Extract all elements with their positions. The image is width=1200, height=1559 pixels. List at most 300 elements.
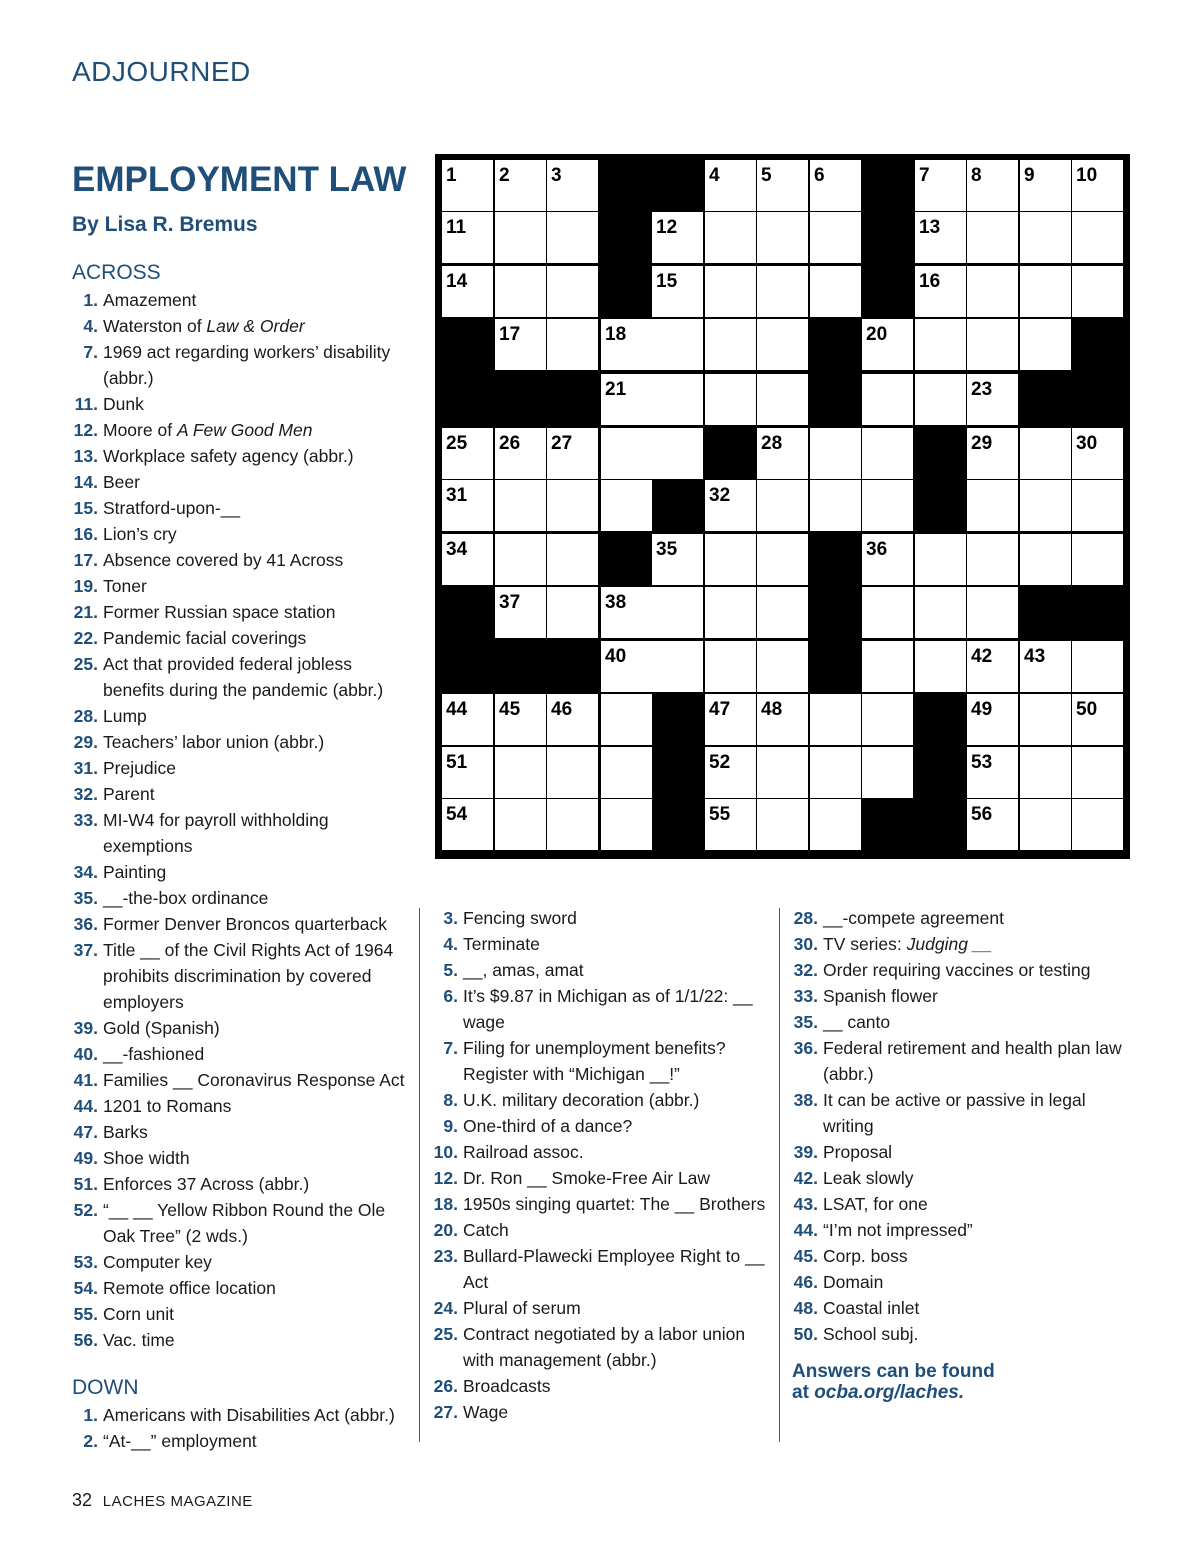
clue-item: [432, 931, 772, 957]
clue-item: [432, 1399, 772, 1425]
clue-text: Lump: [103, 706, 147, 726]
clue-item: [72, 1171, 417, 1197]
clue-text: __, amas, amat: [463, 960, 584, 980]
clue-text: MI-W4 for payroll withholding exemptions: [103, 810, 329, 856]
clue-text: Wage: [463, 1402, 509, 1422]
grid-cell[interactable]: [601, 374, 652, 425]
grid-cell[interactable]: [705, 212, 756, 263]
grid-cell[interactable]: [442, 212, 493, 263]
grid-cell[interactable]: [967, 212, 1018, 263]
clue-number: 33.: [73, 810, 98, 830]
grid-cell-number: 12: [656, 217, 678, 238]
grid-cell[interactable]: [915, 160, 966, 211]
clue-item: [72, 599, 417, 625]
grid-cell-number: 51: [446, 752, 468, 773]
grid-cell[interactable]: [705, 160, 756, 211]
clue-number: 41.: [73, 1070, 98, 1090]
clue-number: 22.: [73, 628, 98, 648]
across-heading: ACROSS: [72, 261, 161, 284]
grid-cell[interactable]: [1020, 319, 1071, 370]
clue-item: [72, 937, 417, 1015]
clue-number: 20.: [433, 1220, 458, 1240]
grid-cell[interactable]: [1072, 799, 1123, 850]
grid-cell[interactable]: [967, 694, 1018, 745]
grid-cell[interactable]: [810, 160, 861, 211]
clue-item: [72, 391, 417, 417]
grid-cell[interactable]: [757, 266, 808, 317]
grid-cell[interactable]: [757, 747, 808, 798]
grid-cell-number: 29: [971, 433, 993, 454]
clue-number: 49.: [73, 1148, 98, 1168]
grid-cell[interactable]: [495, 694, 546, 745]
grid-cell[interactable]: [495, 799, 546, 850]
clue-item: [72, 781, 417, 807]
grid-cell-number: 32: [709, 485, 731, 506]
grid-cell[interactable]: [1020, 799, 1071, 850]
grid-cell[interactable]: [1020, 212, 1071, 263]
grid-cell[interactable]: [967, 266, 1018, 317]
clue-text: 1201 to Romans: [103, 1096, 232, 1116]
clue-item: [72, 287, 417, 313]
grid-cell[interactable]: [652, 374, 703, 425]
clue-text: “At-__” employment: [103, 1431, 257, 1451]
grid-cell-number: 11: [446, 217, 467, 238]
grid-cell[interactable]: [652, 428, 703, 479]
grid-cell[interactable]: [442, 534, 493, 585]
grid-cell[interactable]: [547, 587, 598, 638]
clue-item: [432, 1087, 772, 1113]
grid-cell[interactable]: [547, 694, 598, 745]
clue-item: [792, 1165, 1122, 1191]
grid-cell-number: 53: [971, 752, 993, 773]
clue-item: [432, 1373, 772, 1399]
grid-cell[interactable]: [862, 747, 913, 798]
clue-item: [792, 1087, 1122, 1139]
clue-number: 35.: [793, 1012, 818, 1032]
grid-cell-number: 18: [605, 324, 627, 345]
grid-cell[interactable]: [442, 480, 493, 531]
grid-cell[interactable]: [810, 480, 861, 531]
grid-cell[interactable]: [601, 641, 652, 692]
grid-cell[interactable]: [601, 694, 652, 745]
grid-cell[interactable]: [547, 319, 598, 370]
answers-url-line: [792, 1382, 1122, 1403]
clue-text: Filing for unemployment benefits? Register with “Michigan __!”: [463, 1038, 726, 1084]
grid-cell[interactable]: [705, 587, 756, 638]
grid-cell[interactable]: [547, 799, 598, 850]
grid-cell[interactable]: [705, 747, 756, 798]
grid-cell[interactable]: [862, 534, 913, 585]
grid-cell[interactable]: [601, 799, 652, 850]
grid-cell-number: 43: [1024, 646, 1046, 667]
grid-cell[interactable]: [1020, 160, 1071, 211]
clues-right-column: [792, 905, 1122, 1403]
down-clue-list-left: [72, 1402, 417, 1454]
grid-cell-number: 4: [709, 165, 720, 186]
grid-cell[interactable]: [495, 160, 546, 211]
grid-cell[interactable]: [601, 428, 652, 479]
clue-text: Spanish flower: [823, 986, 938, 1006]
clue-text: Teachers’ labor union (abbr.): [103, 732, 325, 752]
clue-item: [72, 703, 417, 729]
grid-cell[interactable]: [915, 212, 966, 263]
grid-cell[interactable]: [757, 694, 808, 745]
grid-cell-number: 23: [971, 379, 993, 400]
grid-cell[interactable]: [915, 266, 966, 317]
clue-text: __-compete agreement: [823, 908, 1004, 928]
grid-cell[interactable]: [705, 266, 756, 317]
clue-text: It can be active or passive in legal writing: [823, 1090, 1086, 1136]
grid-cell[interactable]: [810, 747, 861, 798]
clue-text: Americans with Disabilities Act (abbr.): [103, 1405, 395, 1425]
grid-cell[interactable]: [547, 747, 598, 798]
clue-text: Domain: [823, 1272, 884, 1292]
grid-cell[interactable]: [442, 266, 493, 317]
grid-cell[interactable]: [495, 428, 546, 479]
grid-cell[interactable]: [1072, 534, 1123, 585]
puzzle-title: EMPLOYMENT LAW: [72, 160, 407, 199]
clue-number: 54.: [73, 1278, 98, 1298]
clue-text: Former Russian space station: [103, 602, 336, 622]
grid-cell[interactable]: [967, 534, 1018, 585]
grid-cell[interactable]: [1072, 641, 1123, 692]
grid-cell[interactable]: [757, 480, 808, 531]
clue-item: [72, 1249, 417, 1275]
clue-item: [72, 911, 417, 937]
grid-cell-number: 27: [551, 433, 573, 454]
clue-number: 40.: [73, 1044, 98, 1064]
clue-number: 10.: [433, 1142, 458, 1162]
clue-number: 14.: [73, 472, 98, 492]
clue-number: 32.: [73, 784, 98, 804]
grid-cell[interactable]: [1072, 480, 1123, 531]
clue-item: [72, 1301, 417, 1327]
clue-number: 8.: [443, 1090, 458, 1110]
grid-cell[interactable]: [915, 374, 966, 425]
grid-cell[interactable]: [442, 747, 493, 798]
clue-text: Waterston of: [103, 316, 207, 336]
grid-cell[interactable]: [547, 428, 598, 479]
clue-text: __-fashioned: [103, 1044, 205, 1064]
grid-cell[interactable]: [705, 799, 756, 850]
clue-text: 1950s singing quartet: The __ Brothers: [463, 1194, 766, 1214]
grid-cell[interactable]: [862, 480, 913, 531]
clue-number: 45.: [793, 1246, 818, 1266]
clue-text: __ canto: [823, 1012, 891, 1032]
grid-cell[interactable]: [547, 212, 598, 263]
grid-cell[interactable]: [862, 641, 913, 692]
grid-cell[interactable]: [967, 319, 1018, 370]
grid-cell[interactable]: [547, 480, 598, 531]
clue-number: 13.: [73, 446, 98, 466]
grid-cell[interactable]: [1072, 160, 1123, 211]
grid-cell-number: 5: [761, 165, 772, 186]
grid-cell[interactable]: [862, 319, 913, 370]
grid-cell-number: 46: [551, 699, 573, 720]
clue-number: 23.: [433, 1246, 458, 1266]
grid-cell[interactable]: [442, 799, 493, 850]
grid-cell[interactable]: [601, 587, 652, 638]
grid-cell[interactable]: [601, 747, 652, 798]
grid-cell[interactable]: [1020, 747, 1071, 798]
grid-cell[interactable]: [757, 374, 808, 425]
grid-cell-number: 6: [814, 165, 825, 186]
clue-number: 16.: [73, 524, 98, 544]
grid-cell[interactable]: [547, 160, 598, 211]
crossword-grid: [435, 154, 1130, 859]
clue-item: [432, 983, 772, 1035]
clue-number: 17.: [73, 550, 98, 570]
clue-text: Families __ Coronavirus Response Act: [103, 1070, 405, 1090]
clue-text: Parent: [103, 784, 155, 804]
grid-cell[interactable]: [652, 212, 703, 263]
grid-cell[interactable]: [1020, 428, 1071, 479]
clue-number: 44.: [73, 1096, 98, 1116]
clue-item: [432, 1035, 772, 1087]
grid-cell[interactable]: [652, 534, 703, 585]
clue-item: [792, 1191, 1122, 1217]
grid-cell-number: 14: [446, 271, 468, 292]
clue-number: 44.: [793, 1220, 818, 1240]
clue-text: Catch: [463, 1220, 509, 1240]
grid-cell-number: 8: [971, 165, 982, 186]
grid-cell[interactable]: [705, 534, 756, 585]
clue-item: [432, 957, 772, 983]
clue-text: One-third of a dance?: [463, 1116, 633, 1136]
clue-text: Painting: [103, 862, 167, 882]
clue-italic-text: Law & Order: [206, 316, 305, 336]
grid-cell[interactable]: [862, 694, 913, 745]
clue-text: Corp. boss: [823, 1246, 908, 1266]
grid-cell-number: 28: [761, 433, 783, 454]
grid-cell[interactable]: [495, 319, 546, 370]
grid-cell-number: 52: [709, 752, 731, 773]
clue-text: 1969 act regarding workers’ disability (abbr.): [103, 342, 391, 388]
grid-cell[interactable]: [1020, 266, 1071, 317]
grid-cell[interactable]: [967, 799, 1018, 850]
grid-cell[interactable]: [705, 480, 756, 531]
grid-cell-number: 25: [446, 433, 468, 454]
clue-number: 50.: [793, 1324, 818, 1344]
clue-text: Act that provided federal jobless benefits during the pandemic (abbr.): [103, 654, 384, 700]
grid-cell-number: 1: [446, 165, 457, 186]
grid-cell[interactable]: [967, 747, 1018, 798]
grid-cell[interactable]: [495, 747, 546, 798]
clue-text: “__ __ Yellow Ribbon Round the Ole Oak Tree” (2 wds.): [103, 1200, 386, 1246]
clue-item: [72, 1275, 417, 1301]
grid-cell[interactable]: [442, 694, 493, 745]
grid-cell-number: 36: [866, 539, 888, 560]
grid-cell[interactable]: [810, 266, 861, 317]
grid-cell[interactable]: [862, 428, 913, 479]
grid-cell-number: 16: [919, 271, 941, 292]
grid-cell[interactable]: [757, 160, 808, 211]
clue-number: 36.: [73, 914, 98, 934]
grid-cell-number: 35: [656, 539, 678, 560]
clue-item: [72, 625, 417, 651]
grid-cell[interactable]: [967, 374, 1018, 425]
grid-cell[interactable]: [757, 587, 808, 638]
grid-cell[interactable]: [757, 641, 808, 692]
grid-cell-number: 21: [605, 379, 627, 400]
grid-cell[interactable]: [1020, 694, 1071, 745]
grid-cell[interactable]: [1020, 480, 1071, 531]
clue-text: Leak slowly: [823, 1168, 914, 1188]
clue-item: [432, 905, 772, 931]
grid-cell[interactable]: [810, 428, 861, 479]
grid-cell[interactable]: [757, 212, 808, 263]
grid-cell[interactable]: [915, 534, 966, 585]
clue-item: [432, 1191, 772, 1217]
clue-number: 39.: [793, 1142, 818, 1162]
grid-cell[interactable]: [1072, 747, 1123, 798]
clue-item: [72, 1041, 417, 1067]
clue-number: 3.: [443, 908, 458, 928]
clue-item: [72, 1428, 417, 1454]
answers-line: Answers can be found: [792, 1361, 995, 1382]
grid-cell-number: 45: [499, 699, 521, 720]
clue-item: [72, 313, 417, 339]
clue-item: [432, 1113, 772, 1139]
clue-text: __-the-box ordinance: [103, 888, 269, 908]
answers-url-link[interactable]: ocba.org/laches.: [814, 1382, 965, 1403]
grid-cell[interactable]: [495, 480, 546, 531]
clue-text: Bullard-Plawecki Employee Right to __ Act: [463, 1246, 765, 1292]
grid-cell[interactable]: [442, 428, 493, 479]
grid-cell[interactable]: [862, 587, 913, 638]
grid-cell[interactable]: [652, 266, 703, 317]
clue-text: Prejudice: [103, 758, 176, 778]
grid-cell[interactable]: [652, 319, 703, 370]
clue-text: Beer: [103, 472, 140, 492]
grid-cell[interactable]: [601, 480, 652, 531]
clue-number: 29.: [73, 732, 98, 752]
grid-cell-number: 34: [446, 539, 468, 560]
grid-cell[interactable]: [705, 641, 756, 692]
grid-cell-number: 37: [499, 592, 521, 613]
grid-cell[interactable]: [757, 319, 808, 370]
clue-item: [72, 755, 417, 781]
clue-text: Barks: [103, 1122, 148, 1142]
grid-cell[interactable]: [757, 799, 808, 850]
clue-text: Former Denver Broncos quarterback: [103, 914, 387, 934]
grid-cell-number: 10: [1076, 165, 1098, 186]
clue-item: [72, 1067, 417, 1093]
clue-item: [792, 931, 1122, 957]
clue-item: [432, 1295, 772, 1321]
clue-italic-text: A Few Good Men: [176, 420, 313, 440]
grid-cell[interactable]: [495, 534, 546, 585]
clue-number: 27.: [433, 1402, 458, 1422]
clue-text: Remote office location: [103, 1278, 276, 1298]
clue-number: 12.: [73, 420, 98, 440]
clue-number: 25.: [73, 654, 98, 674]
grid-cell[interactable]: [810, 212, 861, 263]
grid-cell[interactable]: [915, 641, 966, 692]
grid-cell[interactable]: [652, 587, 703, 638]
answers-prefix: at: [792, 1382, 815, 1403]
clue-text: Proposal: [823, 1142, 893, 1162]
grid-cell[interactable]: [1072, 266, 1123, 317]
grid-cell-number: 7: [919, 165, 930, 186]
grid-cell[interactable]: [915, 319, 966, 370]
clue-number: 35.: [73, 888, 98, 908]
clue-text: Absence covered by 41 Across: [103, 550, 344, 570]
grid-cell[interactable]: [967, 480, 1018, 531]
clue-text: Contract negotiated by a labor union with management (abbr.): [463, 1324, 746, 1370]
clue-item: [72, 521, 417, 547]
grid-cell[interactable]: [810, 694, 861, 745]
clue-text: Stratford-upon-__: [103, 498, 241, 518]
clue-number: 2.: [83, 1431, 98, 1451]
grid-cell[interactable]: [705, 374, 756, 425]
clue-item: [792, 1139, 1122, 1165]
clue-item: [792, 1243, 1122, 1269]
grid-cell[interactable]: [652, 641, 703, 692]
grid-cell[interactable]: [757, 534, 808, 585]
clue-number: 4.: [443, 934, 458, 954]
grid-cell[interactable]: [1072, 428, 1123, 479]
clue-item: [432, 1139, 772, 1165]
clue-number: 48.: [793, 1298, 818, 1318]
clue-item: [72, 859, 417, 885]
grid-cell[interactable]: [967, 160, 1018, 211]
grid-cell[interactable]: [1020, 641, 1071, 692]
clue-number: 21.: [73, 602, 98, 622]
grid-cell[interactable]: [547, 534, 598, 585]
clue-item: [792, 1295, 1122, 1321]
clue-number: 51.: [73, 1174, 98, 1194]
answers-note: [792, 1361, 1122, 1403]
grid-cell[interactable]: [757, 428, 808, 479]
grid-cell-number: 48: [761, 699, 783, 720]
grid-cell[interactable]: [915, 587, 966, 638]
clues-middle-column: [432, 905, 772, 1425]
clue-number: 52.: [73, 1200, 98, 1220]
grid-cell[interactable]: [1020, 534, 1071, 585]
grid-cell[interactable]: [547, 266, 598, 317]
grid-cell-number: 26: [499, 433, 521, 454]
clue-number: 31.: [73, 758, 98, 778]
grid-cell[interactable]: [495, 266, 546, 317]
grid-cell[interactable]: [967, 641, 1018, 692]
grid-cell[interactable]: [705, 694, 756, 745]
clue-number: 56.: [73, 1330, 98, 1350]
clue-text: Pandemic facial coverings: [103, 628, 307, 648]
grid-cell[interactable]: [967, 428, 1018, 479]
clue-number: 6.: [443, 986, 458, 1006]
clue-number: 4.: [83, 316, 98, 336]
clue-number: 15.: [73, 498, 98, 518]
grid-cell[interactable]: [1072, 694, 1123, 745]
grid-cell-number: 9: [1024, 165, 1035, 186]
grid-cell[interactable]: [967, 587, 1018, 638]
clue-number: 39.: [73, 1018, 98, 1038]
clue-text: Gold (Spanish): [103, 1018, 220, 1038]
grid-cell[interactable]: [442, 160, 493, 211]
grid-cell[interactable]: [495, 587, 546, 638]
grid-cell[interactable]: [601, 319, 652, 370]
grid-cell[interactable]: [810, 799, 861, 850]
clue-text: Title __ of the Civil Rights Act of 1964 prohibits discrimination by covered employers: [103, 940, 394, 1012]
grid-cell[interactable]: [1072, 212, 1123, 263]
clue-item: [72, 1402, 417, 1428]
clue-item: [72, 339, 417, 391]
grid-cell[interactable]: [705, 319, 756, 370]
grid-cell[interactable]: [862, 374, 913, 425]
clue-item: [792, 905, 1122, 931]
grid-cell[interactable]: [495, 212, 546, 263]
